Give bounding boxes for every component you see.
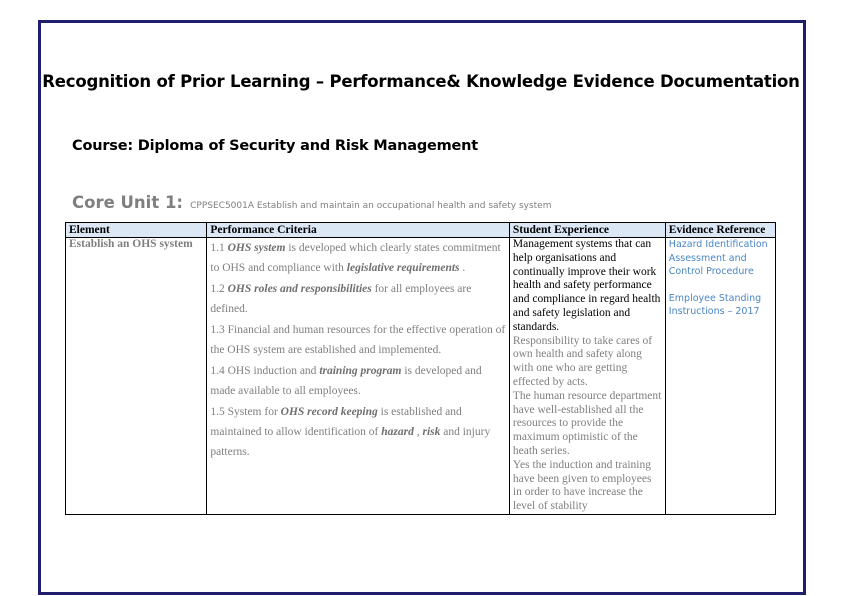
table-row: [66, 238, 776, 515]
criterion-1-4: 1.4 OHS induction and training program is developed and made available to all employees.: [210, 365, 482, 397]
student-experience-note-2: The human resource department have well-established all the resources to provide the maximum optimistic of the heath series.: [512, 389, 662, 457]
evidence-reference-link-1[interactable]: Hazard Identification Assessment and Control Procedure: [668, 239, 768, 277]
criterion-1-2: 1.2 OHS roles and responsibilities for all employees are defined.: [210, 283, 472, 315]
evidence-table: [65, 222, 776, 515]
element-cell: Establish an OHS system: [66, 238, 207, 515]
core-unit-label: Core Unit 1:: [72, 193, 184, 212]
criterion-1-5: 1.5 System for OHS record keeping is established and maintained to allow identification of hazard , risk and injury patterns.: [210, 406, 491, 458]
student-experience-note-1: Responsibility to take cares of own health and safety along with one who are getting effected by acts.: [512, 334, 653, 388]
criterion-1-3: 1.3 Financial and human resources for the effective operation of the OHS system are established and implemented.: [210, 324, 506, 356]
header-evidence-reference: Evidence Reference: [665, 223, 775, 238]
header-performance-criteria: Performance Criteria: [207, 223, 510, 238]
header-element: Element: [66, 223, 207, 238]
performance-criteria-cell: [207, 238, 510, 515]
criterion-1-1: 1.1 OHS system is developed which clearly states commitment to OHS and compliance with legislative requirements .: [210, 242, 501, 274]
core-unit-description: CPPSEC5001A Establish and maintain an occupational health and safety system: [190, 201, 552, 211]
course-heading: Course: Diploma of Security and Risk Management: [72, 138, 479, 154]
student-experience-cell: [509, 238, 665, 515]
core-unit-heading: [72, 193, 551, 212]
evidence-reference-cell: [665, 238, 775, 515]
document-title: Recognition of Prior Learning – Performance& Knowledge Evidence Documentation: [42, 72, 800, 91]
header-student-experience: Student Experience: [509, 223, 665, 238]
table-header-row: [66, 223, 776, 238]
student-experience-primary: Management systems that can help organisations and continually improve their work health and safety performance and compliance in regard health and safety legislation and standards.: [512, 238, 661, 333]
student-experience-note-3: Yes the induction and training have been given to employees in order to have increase the level of stability: [512, 458, 652, 513]
evidence-reference-link-2[interactable]: Employee Standing Instructions – 2017: [668, 292, 762, 317]
